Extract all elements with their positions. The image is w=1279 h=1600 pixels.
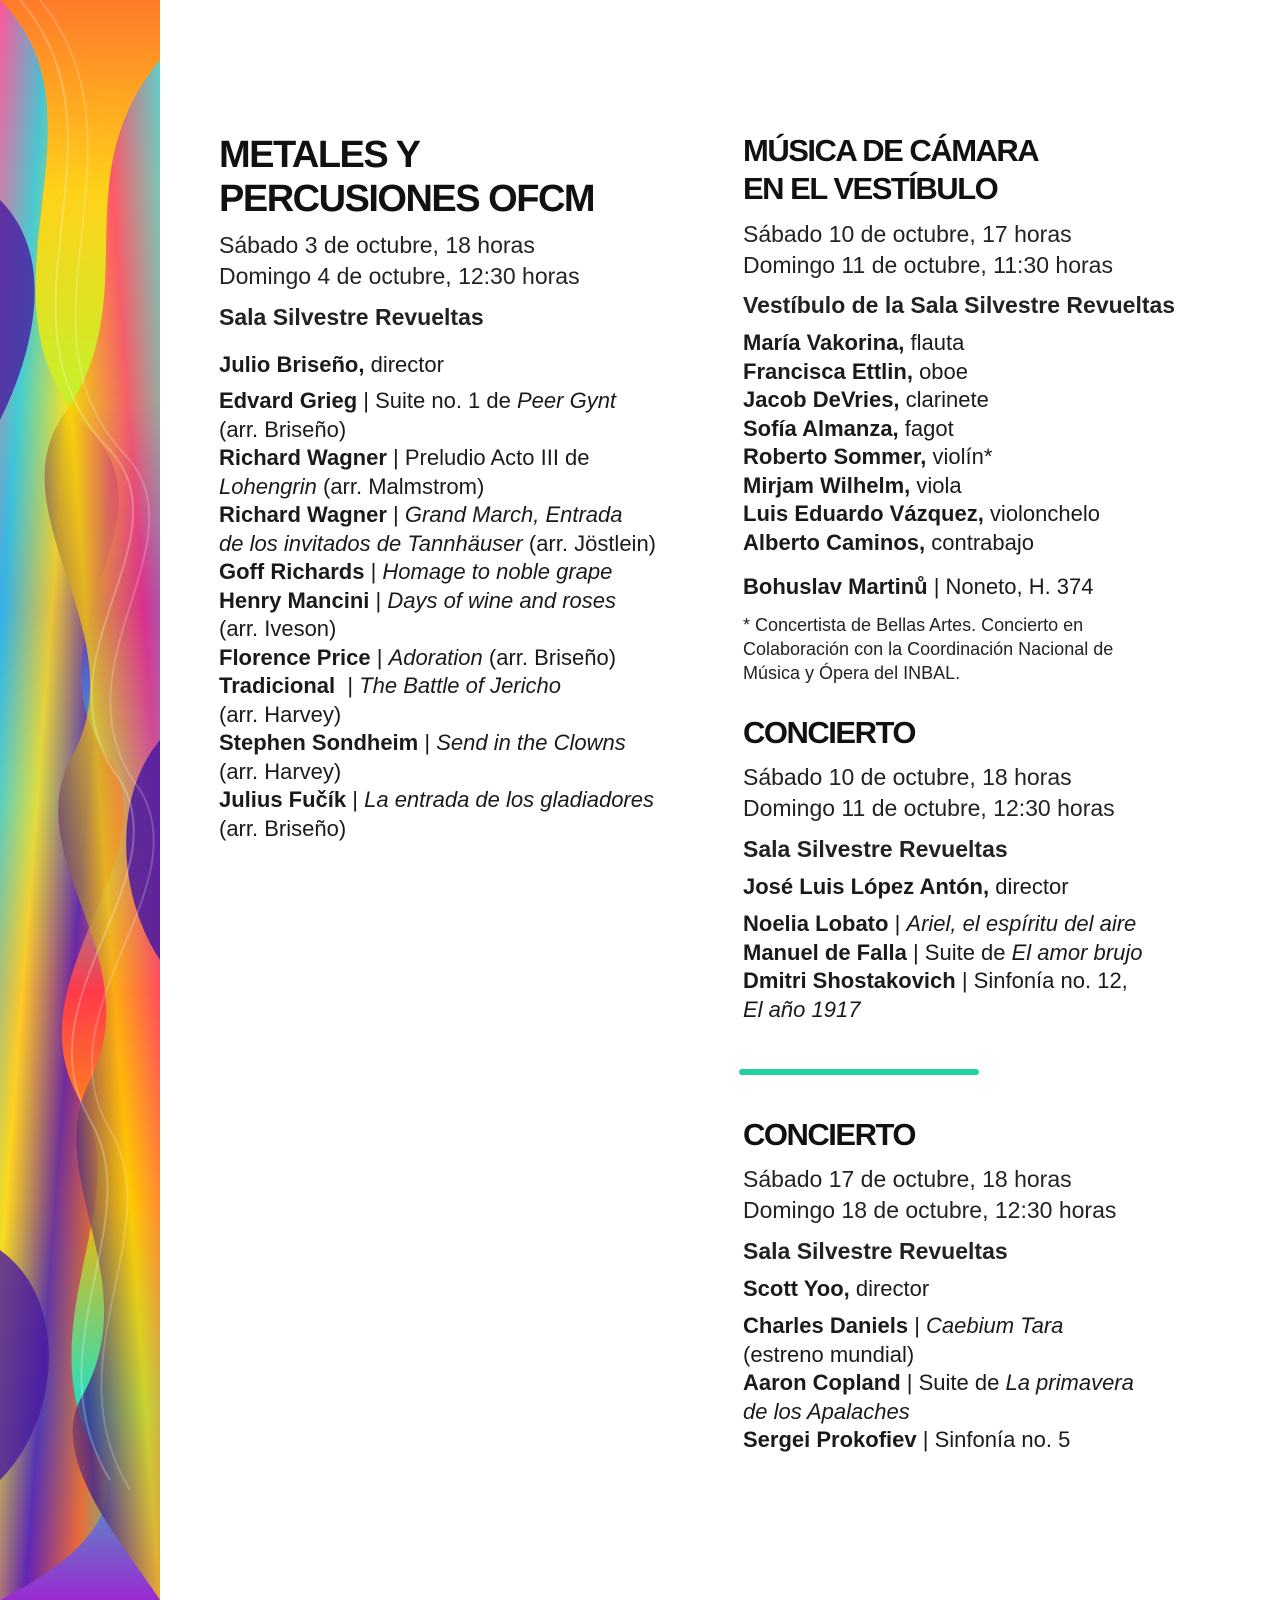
program-line — [743, 1369, 1134, 1398]
work-title-italic: El amor brujo — [1011, 939, 1143, 965]
event-title — [743, 132, 1038, 208]
date-line: Domingo 11 de octubre, 12:30 horas — [743, 795, 1115, 821]
date-line: Sábado 17 de octubre, 18 horas — [743, 1166, 1072, 1192]
program-line — [743, 996, 1142, 1025]
program-line — [219, 615, 656, 644]
composer-name: Richard Wagner — [219, 445, 387, 470]
date-line: Domingo 11 de octubre, 11:30 horas — [743, 252, 1113, 278]
program-line — [219, 644, 656, 673]
event-dates — [743, 219, 1113, 281]
section-divider — [739, 1069, 979, 1075]
composer-name: Goff Richards — [219, 559, 365, 584]
director-role: director — [364, 352, 444, 377]
program-line — [743, 1312, 1134, 1341]
performer-name: Roberto Sommer, — [743, 444, 927, 469]
event-venue: Sala Silvestre Revueltas — [743, 836, 1008, 862]
event-venue: Sala Silvestre Revueltas — [743, 1238, 1008, 1264]
composer-name: Manuel de Falla — [743, 939, 907, 965]
work-title-italic: Days of wine and roses — [387, 587, 616, 613]
program-line — [219, 815, 656, 844]
rainbow-wave-art — [0, 0, 160, 1600]
work-title: Preludio Acto III de — [404, 445, 590, 470]
director-credit — [743, 872, 1069, 901]
work-title: Suite de — [918, 1370, 1006, 1395]
separator: | — [346, 787, 365, 812]
work-title-italic: Lohengrin — [219, 473, 317, 499]
work-title-italic: Grand March, Entrada — [404, 502, 623, 527]
work-title: Suite de — [924, 939, 1012, 965]
event-title — [219, 133, 594, 221]
program-line — [219, 672, 656, 701]
director-name: Julio Briseño, — [219, 352, 365, 377]
arrangement-note: (arr. Briseño) — [482, 644, 617, 670]
performer-role: fagot — [898, 415, 954, 441]
work-title-italic: de los Apalaches — [743, 1398, 910, 1424]
work-title: Suite no. 1 de — [375, 388, 517, 413]
work-title-italic: Caebium Tara — [926, 1313, 1064, 1338]
separator: | — [357, 388, 376, 413]
separator: | — [364, 559, 383, 584]
composer-name: Aaron Copland — [743, 1370, 901, 1395]
program-line — [743, 1426, 1134, 1455]
performer-name: Francisca Ettlin, — [743, 358, 913, 384]
performer-name: Luis Eduardo Vázquez, — [743, 501, 984, 526]
work-title-italic: Adoration — [388, 644, 483, 670]
performer-list — [743, 329, 1100, 557]
performer — [743, 443, 1100, 472]
event-title-line: MÚSICA DE CÁMARA — [743, 133, 1039, 168]
footnote-line: Colaboración con la Coordinación Nacional de — [743, 639, 1114, 659]
performer-role: violonchelo — [983, 501, 1100, 526]
program-line — [743, 1341, 1134, 1370]
composer-name: Dmitri Shostakovich — [743, 968, 956, 993]
composer-name: Noelia Lobato — [743, 911, 889, 936]
program-line — [743, 1398, 1134, 1427]
footnote-line: * Concertista de Bellas Artes. Concierto en — [743, 615, 1084, 635]
separator: | — [418, 730, 437, 755]
performer-name: Alberto Caminos, — [743, 529, 926, 555]
composer-name: Bohuslav Martinů — [743, 574, 928, 599]
work-title-italic: Peer Gynt — [517, 388, 617, 413]
performer-role: flauta — [904, 330, 965, 355]
work-title: Noneto, H. 374 — [945, 574, 1094, 599]
event-dates — [219, 230, 580, 292]
arrangement-note: (arr. Malmstrom) — [316, 473, 485, 499]
event-venue: Vestíbulo de la Sala Silvestre Revueltas — [743, 292, 1176, 318]
work-title: Sinfonía no. 5 — [934, 1427, 1071, 1452]
performer-name: María Vakorina, — [743, 330, 905, 355]
performer — [743, 358, 1100, 387]
event-title: CONCIERTO — [743, 1117, 915, 1152]
arrangement-note: (arr. Briseño) — [219, 416, 347, 442]
date-line: Sábado 3 de octubre, 18 horas — [219, 232, 535, 258]
program-list — [743, 910, 1142, 1024]
program-line — [219, 701, 656, 730]
performer — [743, 415, 1100, 444]
premiere-note: (estreno mundial) — [743, 1341, 915, 1367]
director-credit — [219, 350, 444, 379]
separator: | — [927, 574, 946, 599]
footnote-line: Música y Ópera del INBAL. — [743, 663, 961, 683]
program-line — [219, 558, 656, 587]
program-line — [219, 729, 656, 758]
separator: | — [900, 1370, 919, 1395]
composer-name: Charles Daniels — [743, 1313, 909, 1338]
program-line — [743, 572, 1094, 601]
composer-name: Richard Wagner — [219, 502, 387, 527]
separator: | — [386, 502, 405, 527]
date-line: Sábado 10 de octubre, 17 horas — [743, 221, 1072, 247]
program-line — [219, 473, 656, 502]
program-line — [219, 587, 656, 616]
work-title-italic: La entrada de los gladiadores — [364, 787, 654, 812]
work-title-italic: Homage to noble grape — [382, 559, 613, 584]
performer-role: violín* — [926, 444, 993, 469]
event-title-line: PERCUSIONES OFCM — [219, 178, 595, 220]
program-line — [219, 530, 656, 559]
performer-name: Jacob DeVries, — [743, 387, 900, 412]
program-line — [743, 967, 1142, 996]
composer-name: Stephen Sondheim — [219, 730, 419, 755]
program-line — [219, 416, 656, 445]
work-title: Sinfonía no. 12, — [973, 968, 1128, 993]
performer — [743, 386, 1100, 415]
footnote — [743, 613, 1113, 685]
composer-name: Julius Fučík — [219, 787, 347, 812]
work-title-italic: La primavera — [1005, 1370, 1134, 1395]
composer-name: Edvard Grieg — [219, 388, 358, 413]
separator: | — [906, 939, 925, 965]
performer-name: Mirjam Wilhelm, — [743, 472, 911, 498]
event-title: CONCIERTO — [743, 715, 915, 750]
separator: | — [888, 911, 907, 936]
work-title-italic: The Battle of Jericho — [359, 673, 561, 698]
program-line — [219, 387, 656, 416]
separator: | — [916, 1427, 935, 1452]
date-line: Domingo 18 de octubre, 12:30 horas — [743, 1197, 1117, 1223]
date-line: Domingo 4 de octubre, 12:30 horas — [219, 263, 580, 289]
arrangement-note: (arr. Harvey) — [219, 701, 342, 727]
composer-name: Sergei Prokofiev — [743, 1427, 917, 1452]
work-title-italic: Ariel, el espíritu del aire — [906, 911, 1137, 936]
separator: | — [955, 968, 974, 993]
program-list — [219, 387, 656, 843]
director-role: director — [989, 874, 1069, 899]
work-title-italic: Send in the Clowns — [436, 730, 626, 755]
program-line — [219, 786, 656, 815]
separator: | — [908, 1313, 927, 1338]
separator: | — [370, 644, 389, 670]
program-line — [743, 939, 1142, 968]
program-line — [219, 501, 656, 530]
performer — [743, 500, 1100, 529]
separator: | — [386, 445, 405, 470]
performer — [743, 329, 1100, 358]
performer — [743, 529, 1100, 558]
arrangement-note: (arr. Iveson) — [219, 616, 337, 641]
event-dates — [743, 762, 1115, 824]
event-dates — [743, 1164, 1116, 1226]
program-line — [219, 758, 656, 787]
composer-name: Tradicional — [219, 673, 336, 698]
event-venue: Sala Silvestre Revueltas — [219, 304, 484, 330]
performer-role: viola — [910, 472, 962, 498]
director-role: director — [849, 1276, 930, 1301]
event-title-line: METALES Y — [219, 134, 420, 176]
director-name: Scott Yoo, — [743, 1276, 850, 1301]
performer-name: Sofía Almanza, — [743, 415, 899, 441]
program-list — [743, 1312, 1134, 1455]
program-line — [219, 444, 656, 473]
performer-role: oboe — [912, 358, 969, 384]
performer-role: clarinete — [899, 387, 989, 412]
director-credit — [743, 1274, 929, 1303]
performer — [743, 472, 1100, 501]
separator: | — [369, 587, 388, 613]
arrangement-note: (arr. Jöstlein) — [522, 530, 657, 556]
separator: | — [335, 673, 360, 698]
program-line — [743, 910, 1142, 939]
event-title-line: EN EL VESTÍBULO — [743, 171, 998, 206]
work-title-italic: de los invitados de Tannhäuser — [219, 530, 523, 556]
arrangement-note: (arr. Briseño) — [219, 815, 347, 841]
composer-name: Henry Mancini — [219, 587, 370, 613]
date-line: Sábado 10 de octubre, 18 horas — [743, 764, 1072, 790]
composer-name: Florence Price — [219, 644, 371, 670]
arrangement-note: (arr. Harvey) — [219, 758, 342, 784]
director-name: José Luis López Antón, — [743, 874, 990, 899]
performer-role: contrabajo — [925, 529, 1034, 555]
work-title-italic: El año 1917 — [743, 996, 861, 1022]
